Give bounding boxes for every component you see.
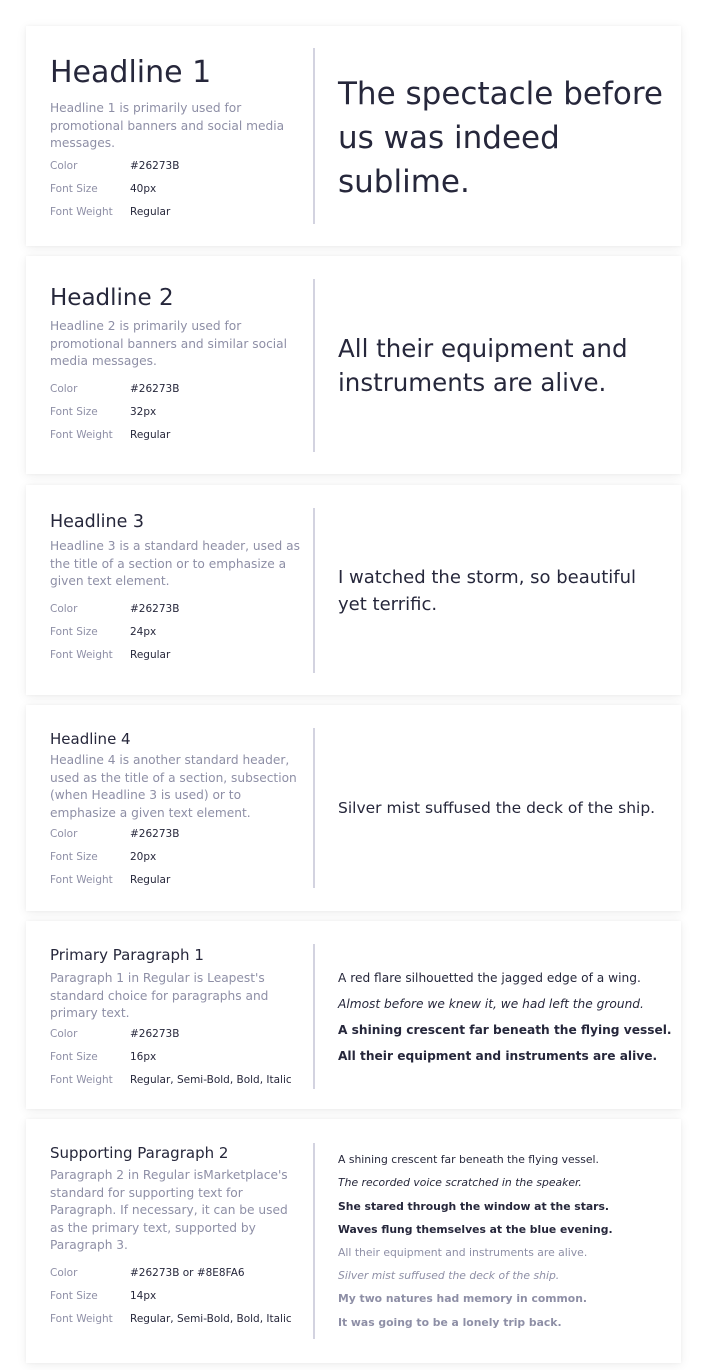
headline-2-sample: All their equipment and instruments are alive.	[338, 333, 628, 397]
card-title: Headline 3	[50, 512, 145, 532]
spec-value: #26273B or #8E8FA6	[130, 1267, 245, 1280]
spec-value: #26273B	[130, 603, 180, 616]
card-title: Supporting Paragraph 2	[50, 1144, 229, 1162]
spec-value: 24px	[130, 626, 157, 639]
spec-font-size	[50, 1046, 300, 1069]
divider	[313, 728, 315, 888]
divider	[313, 279, 315, 452]
spec-label: Font Weight	[50, 429, 113, 442]
card-description: Headline 3 is a standard header, used as the title of a section or to emphasize a given text element.	[50, 539, 300, 589]
divider	[313, 944, 315, 1089]
spec-font-weight	[50, 1069, 300, 1092]
spec-font-weight	[50, 868, 300, 891]
spec-value: Regular	[130, 873, 171, 886]
headline-2-card	[26, 256, 681, 474]
paragraph-2-muted-regular-sample: All their equipment and instruments are alive.	[338, 1246, 588, 1259]
spec-value: Regular	[130, 429, 171, 442]
paragraph-1-bold-sample: All their equipment and instruments are alive.	[338, 1048, 658, 1063]
spec-color	[50, 822, 300, 845]
paragraph-2-muted-bold-sample: It was going to be a lonely trip back.	[338, 1315, 562, 1329]
spec-color	[50, 1262, 300, 1285]
card-title: Headline 4	[50, 730, 131, 748]
headline-1-card	[26, 26, 681, 246]
spec-color	[50, 155, 300, 178]
paragraph-1-semibold-sample: A shining crescent far beneath the flying vessel.	[338, 1022, 672, 1037]
paragraph-2-italic-sample: The recorded voice scratched in the speaker.	[338, 1176, 582, 1190]
headline-4-sample: Silver mist suffused the deck of the ship.	[338, 799, 656, 817]
card-description: Headline 1 is primarily used for promotional banners and social media messages.	[50, 101, 285, 151]
paragraph-2-regular-sample: A shining crescent far beneath the flying vessel.	[338, 1153, 599, 1167]
spec-label: Color	[50, 1267, 78, 1280]
spec-label: Font Size	[50, 406, 98, 419]
headline-1-sample: The spectacle before us was indeed sublime.	[338, 76, 663, 200]
spec-label: Color	[50, 827, 78, 840]
spec-label: Font Size	[50, 1290, 98, 1303]
headline-3-card	[26, 485, 681, 695]
spec-label: Color	[50, 383, 78, 396]
spec-label: Font Weight	[50, 1074, 113, 1087]
spec-value: 32px	[130, 406, 157, 419]
card-title: Headline 1	[50, 55, 212, 90]
paragraph-2-semibold-sample: She stared through the window at the stars.	[338, 1199, 610, 1213]
spec-value: Regular	[130, 649, 171, 662]
paragraph-2-muted-semibold-sample: My two natures had memory in common.	[338, 1292, 587, 1306]
supporting-paragraph-card	[26, 1119, 681, 1363]
spec-value: 16px	[130, 1051, 157, 1064]
spec-value: Regular	[130, 206, 171, 219]
card-title: Headline 2	[50, 285, 174, 311]
primary-paragraph-card	[26, 921, 681, 1109]
spec-label: Font Weight	[50, 873, 113, 886]
headline-4-card	[26, 705, 681, 911]
spec-label: Font Size	[50, 1051, 98, 1064]
spec-label: Font Weight	[50, 1313, 113, 1326]
spec-color	[50, 1023, 300, 1046]
spec-value: #26273B	[130, 827, 180, 840]
spec-font-size	[50, 621, 300, 644]
paragraph-2-muted-italic-sample: Silver mist suffused the deck of the ship.	[338, 1269, 560, 1283]
paragraph-1-regular-sample: A red flare silhouetted the jagged edge of a wing.	[338, 970, 641, 985]
spec-value: 40px	[130, 183, 157, 196]
spec-value: #26273B	[130, 160, 180, 173]
spec-font-size	[50, 178, 300, 201]
spec-color	[50, 378, 300, 401]
spec-label: Font Weight	[50, 649, 113, 662]
spec-value: Regular, Semi-Bold, Bold, Italic	[130, 1313, 292, 1326]
card-description: Paragraph 1 in Regular is Leapest's standard choice for paragraphs and primary text.	[50, 971, 269, 1021]
spec-color	[50, 598, 300, 621]
spec-font-weight	[50, 644, 300, 667]
spec-value: Regular, Semi-Bold, Bold, Italic	[130, 1074, 292, 1087]
spec-font-size	[50, 1285, 300, 1308]
divider	[313, 508, 315, 673]
spec-font-weight	[50, 424, 300, 447]
spec-label: Color	[50, 603, 78, 616]
divider	[313, 1143, 315, 1339]
spec-label: Color	[50, 160, 78, 173]
spec-font-weight	[50, 1308, 300, 1331]
spec-label: Font Size	[50, 183, 98, 196]
spec-value: 14px	[130, 1290, 157, 1303]
card-description: Headline 4 is another standard header, used as the title of a section, subsection (when Headline 3 is used) or to emphasize a given text element.	[50, 753, 297, 820]
spec-value: #26273B	[130, 383, 180, 396]
spec-font-size	[50, 845, 300, 868]
spec-value: #26273B	[130, 1028, 180, 1041]
paragraph-2-bold-sample: Waves flung themselves at the blue evening.	[338, 1222, 613, 1236]
spec-font-weight	[50, 201, 300, 224]
card-title: Primary Paragraph 1	[50, 946, 204, 964]
card-description: Headline 2 is primarily used for promotional banners and similar social media messages.	[50, 319, 288, 369]
spec-label: Color	[50, 1028, 78, 1041]
paragraph-1-italic-sample: Almost before we knew it, we had left the ground.	[338, 996, 644, 1011]
headline-3-sample: I watched the storm, so beautiful yet terrific.	[338, 566, 636, 615]
spec-label: Font Size	[50, 850, 98, 863]
divider	[313, 48, 315, 224]
spec-font-size	[50, 401, 300, 424]
spec-value: 20px	[130, 850, 157, 863]
card-description: Paragraph 2 in Regular isMarketplace's standard for supporting text for Paragraph. If necessary, it can be used as the primary text, supported by Paragraph 3.	[50, 1168, 288, 1253]
spec-label: Font Size	[50, 626, 98, 639]
spec-label: Font Weight	[50, 206, 113, 219]
